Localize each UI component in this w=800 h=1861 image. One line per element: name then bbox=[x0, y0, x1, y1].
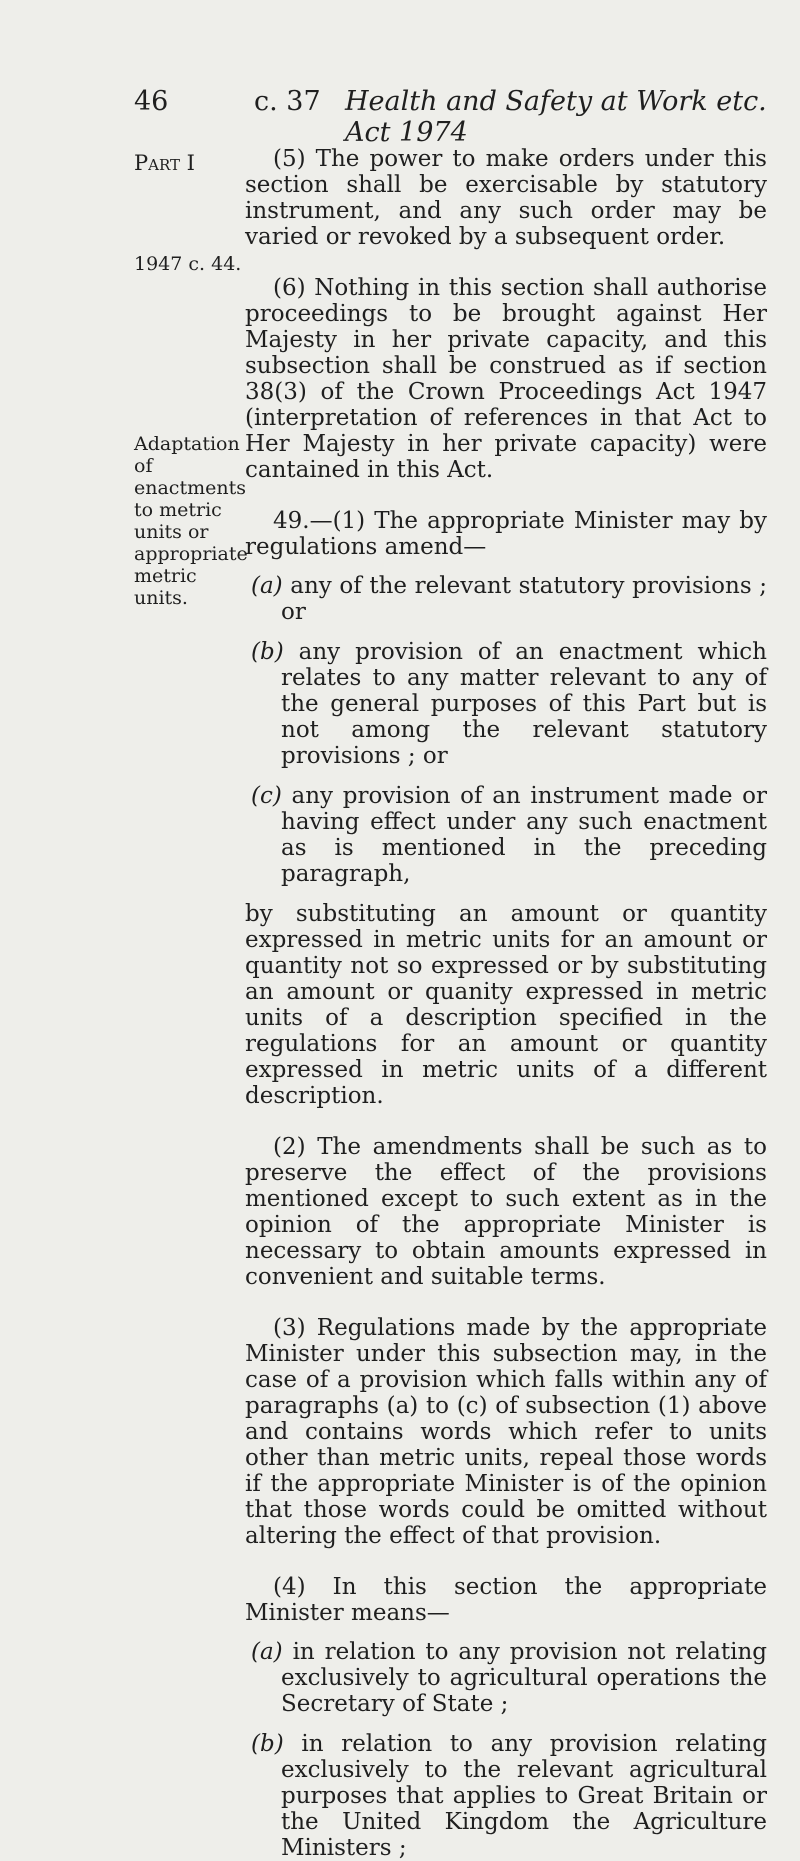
running-title: Health and Safety at Work etc. Act 1974 bbox=[345, 86, 767, 148]
list-item bbox=[245, 1639, 767, 1717]
subsection-2: (2) The amendments shall be such as to preserve the effect of the provisions mentioned except to such extent as in the opinion of the appropriate Minister is necessary to obtain amounts expressed in convenient and suitable terms. bbox=[245, 1134, 767, 1290]
item-marker: (a) bbox=[251, 1639, 283, 1665]
item-text: any of the relevant statutory provisions ; or bbox=[281, 573, 767, 625]
side-note: Adaptation of enactments to metric units or appropriate metric units. bbox=[134, 433, 248, 609]
item-marker: (a) bbox=[251, 573, 283, 599]
part-label: Part I bbox=[134, 151, 195, 175]
page-number: 46 bbox=[134, 86, 169, 117]
section-49-tail: by substituting an amount or quantity expressed in metric units for an amount or quantity not so expressed or by substituting an amount or quanity expressed in metric units of a description specified in the regulations for an amount or quantity expressed in metric units of a different description. bbox=[245, 901, 767, 1109]
list-item bbox=[245, 783, 767, 887]
list-item bbox=[245, 1731, 767, 1861]
subsection-3: (3) Regulations made by the appropriate Minister under this subsection may, in the case of a provision which falls within any of paragraphs (a) to (c) of subsection (1) above and contains words which refer to units other than metric units, repeal those words if the appropriate Minister is of the opinion that those words could be omitted without altering the effect of that provision. bbox=[245, 1315, 767, 1549]
item-marker: (b) bbox=[251, 639, 284, 665]
paragraph-6: (6) Nothing in this section shall authorise proceedings to be brought against Her Majesty in her private capacity, and this subsection shall be construed as if section 38(3) of the Crown Proceedings Act 1947 (interpretation of references in that Act to Her Majesty in her private capacity) were cantained in this Act. bbox=[245, 275, 767, 483]
item-text: any provision of an enactment which relates to any matter relevant to any of the general purposes of this Part but is not among the relevant statutory provisions ; or bbox=[281, 639, 767, 769]
item-marker: (b) bbox=[251, 1731, 284, 1757]
section-49-intro: 49.—(1) The appropriate Minister may by regulations amend— bbox=[245, 508, 767, 560]
item-text: in relation to any provision relating exclusively to the relevant agricultural purposes that applies to Great Britain or the United Kingdom the Agriculture Ministers ; bbox=[281, 1731, 768, 1861]
paragraph-5: (5) The power to make orders under this section shall be exercisable by statutory instrument, and any such order may be varied or revoked by a subsequent order. bbox=[245, 146, 767, 250]
body-text bbox=[245, 146, 767, 1861]
subsection-4: (4) In this section the appropriate Minister means— bbox=[245, 1574, 767, 1626]
list-item bbox=[245, 573, 767, 625]
item-text: any provision of an instrument made or having effect under any such enactment as is mentioned in the preceding paragraph, bbox=[281, 783, 768, 887]
statute-reference: 1947 c. 44. bbox=[134, 253, 242, 275]
chapter-number: c. 37 bbox=[254, 86, 321, 117]
item-marker: (c) bbox=[251, 783, 282, 809]
item-text: in relation to any provision not relating exclusively to agricultural operations the Secretary of State ; bbox=[281, 1639, 768, 1717]
list-item bbox=[245, 639, 767, 769]
